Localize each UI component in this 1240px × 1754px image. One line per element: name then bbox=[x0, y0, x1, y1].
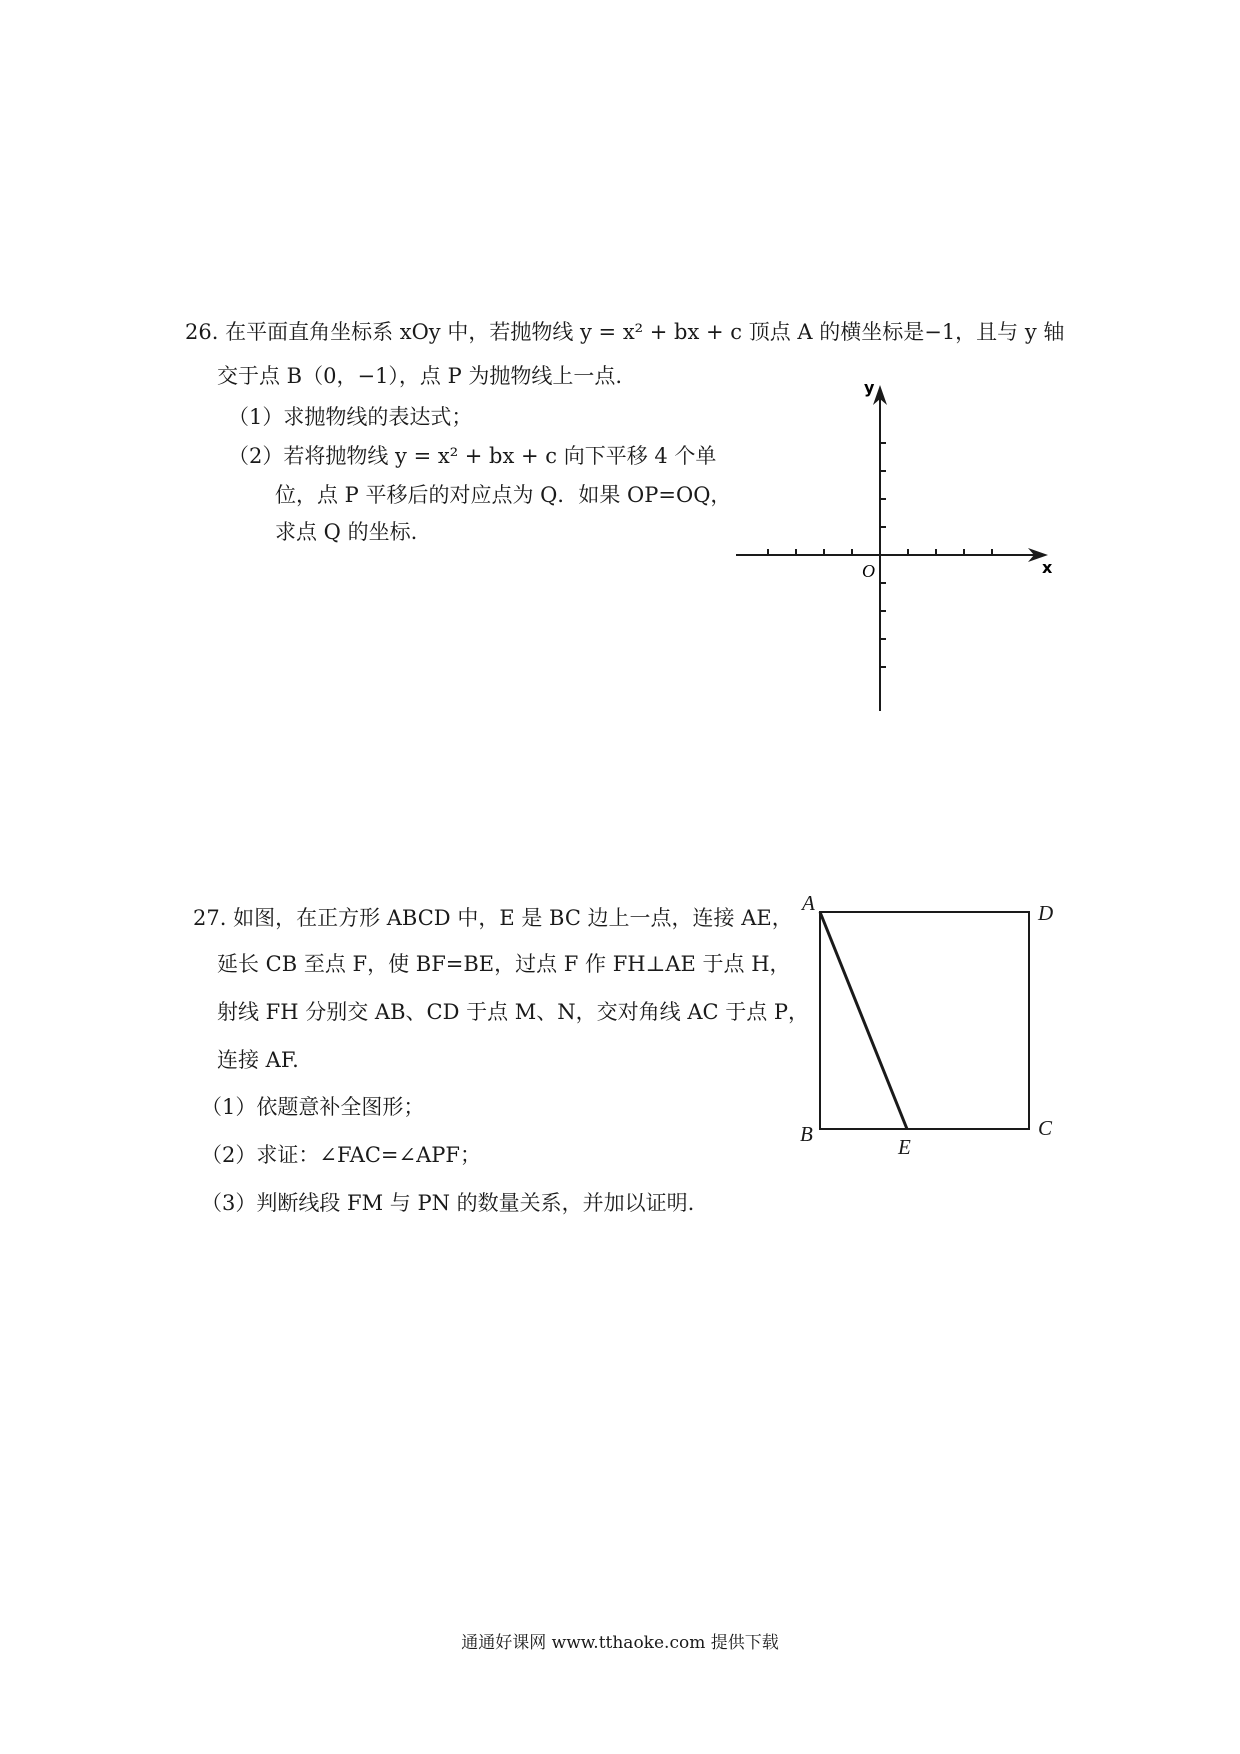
q26-part2-line1: （2）若将抛物线 y = x² + bx + c 向下平移 4 个单 bbox=[228, 444, 717, 468]
origin-label: O bbox=[862, 561, 875, 581]
q27-stem-line3: 射线 FH 分别交 AB、CD 于点 M、N，交对角线 AC 于点 P， bbox=[217, 1000, 810, 1024]
vertex-b-label: B bbox=[800, 1122, 813, 1146]
square-abcd bbox=[820, 912, 1029, 1129]
vertex-a-label: A bbox=[802, 891, 815, 915]
q26-part2-line3: 求点 Q 的坐标. bbox=[275, 520, 418, 544]
q27-stem-line4: 连接 AF. bbox=[217, 1048, 299, 1072]
q26-part2-line2: 位，点 P 平移后的对应点为 Q．如果 OP=OQ， bbox=[275, 483, 732, 507]
q27-part1: （1）依题意补全图形； bbox=[201, 1095, 425, 1119]
segment-ae bbox=[820, 912, 907, 1129]
q27-stem-line1: 27. 如图，在正方形 ABCD 中，E 是 BC 边上一点，连接 AE， bbox=[193, 906, 793, 930]
point-e-label: E bbox=[898, 1135, 911, 1159]
q27-part2: （2）求证：∠FAC=∠APF； bbox=[201, 1143, 481, 1167]
square-figure bbox=[790, 890, 1080, 1165]
coordinate-axes-figure bbox=[730, 375, 1060, 715]
vertex-c-label: C bbox=[1038, 1116, 1053, 1140]
vertex-d-label: D bbox=[1038, 901, 1054, 925]
q26-stem-line1: 26. 在平面直角坐标系 xOy 中，若抛物线 y = x² + bx + c 顶点 A 的横坐标是−1，且与 y 轴 bbox=[185, 320, 1065, 344]
footer-source: 通通好课网 www.tthaoke.com 提供下载 bbox=[461, 1633, 779, 1653]
q26-stem-line2: 交于点 B（0，−1），点 P 为抛物线上一点. bbox=[217, 364, 623, 388]
q26-part1: （1）求抛物线的表达式； bbox=[228, 405, 473, 429]
q27-stem-line2: 延长 CB 至点 F，使 BF=BE，过点 F 作 FH⊥AE 于点 H， bbox=[217, 952, 791, 976]
y-axis-label: y bbox=[864, 378, 875, 397]
x-axis-label: x bbox=[1042, 558, 1053, 577]
q27-part3: （3）判断线段 FM 与 PN 的数量关系，并加以证明. bbox=[201, 1191, 695, 1215]
